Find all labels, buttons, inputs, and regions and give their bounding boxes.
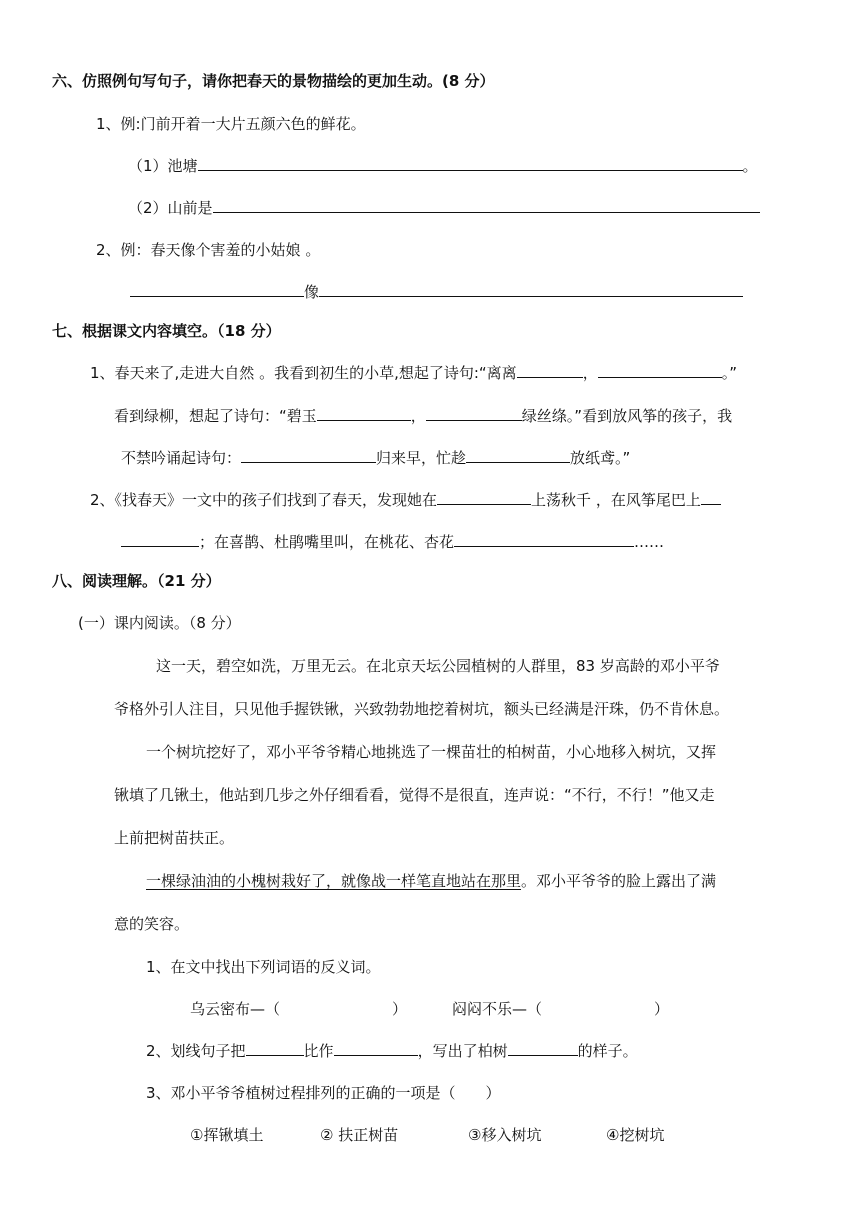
reading-p3-line1: [146, 870, 716, 892]
s8-q2-text3: ，写出了柏树: [417, 1042, 508, 1060]
s6-q1b-blank[interactable]: [213, 197, 760, 213]
s6-q1-example: 1、例:门前开着一大片五颜六色的鲜花。: [96, 115, 366, 133]
s8-q3: 3、邓小平爷爷植树过程排列的正确的一项是（ ）: [146, 1084, 501, 1102]
underlined-sentence: 一棵绿油油的小槐树栽好了，就像战一样笔直地站在那里: [146, 872, 522, 890]
s6-q1a-period: 。: [742, 157, 758, 175]
s6-q2-xiang: 像: [304, 283, 320, 301]
s7-q2-blank1[interactable]: [437, 489, 531, 505]
section8-heading: 八、阅读理解。（21 分）: [52, 572, 221, 590]
s7-q1-blank3[interactable]: [317, 405, 411, 421]
s8-q2-text1: 2、划线句子把: [146, 1042, 246, 1060]
reading-p2-line3: 上前把树苗扶正。: [114, 829, 235, 847]
s7-q1-comma: ，: [582, 364, 598, 382]
s7-q2-blank3[interactable]: [454, 531, 634, 547]
s7-q2-text2: 上荡秋千 ，在风筝尾巴上: [531, 491, 701, 509]
s7-q1-blank2[interactable]: [598, 362, 722, 378]
reading-p3-line2: 意的笑容。: [114, 915, 190, 933]
s7-q2-line2: [121, 531, 664, 553]
s7-q1-text4: 不禁吟诵起诗句：: [121, 449, 242, 467]
s8-q2: [146, 1040, 638, 1062]
s6-q1b-label: （2）山前是: [128, 199, 213, 217]
s8-q3-option3: ③移入树坑: [468, 1126, 542, 1144]
s7-q1-text6: 放纸鸢。”: [570, 449, 631, 467]
s7-q2-text3: ；在喜鹊、杜鹃嘴里叫，在桃花、杏花: [199, 533, 455, 551]
s8-q2-blank3[interactable]: [508, 1040, 578, 1056]
s6-q2-blank1[interactable]: [130, 281, 304, 297]
s7-q1-text3: 绿丝绦。”看到放风筝的孩子，我: [521, 407, 733, 425]
s6-q2-line: [130, 281, 743, 303]
s6-q1a-label: （1）池塘: [128, 157, 198, 175]
s7-q1-blank1[interactable]: [517, 362, 583, 378]
antonym2-close: ）: [654, 1000, 670, 1018]
s7-q1-text5: 归来早，忙趁: [376, 449, 467, 467]
s8-q1: 1、在文中找出下列词语的反义词。: [146, 958, 381, 976]
s8-q3-option2: ② 扶正树苗: [320, 1126, 399, 1144]
reading-p3-rest: 。邓小平爷爷的脸上露出了满: [521, 872, 717, 890]
antonym2-label: 闷闷不乐—（: [452, 1000, 543, 1018]
s8-q2-text2: 比作: [303, 1042, 334, 1060]
s7-q1-text2: 看到绿柳，想起了诗句：“碧玉: [114, 407, 317, 425]
s7-q2-blank2a[interactable]: [701, 489, 721, 505]
s8-q1-word2: [452, 998, 669, 1020]
s8-q1-word1: [190, 998, 407, 1020]
s7-q1-comma2: ，: [410, 407, 426, 425]
s6-q1a-blank[interactable]: [198, 155, 743, 171]
s7-q1-text1: 1、春天来了,走进大自然 。我看到初生的小草,想起了诗句:“离离: [90, 364, 517, 382]
s8-sub-heading: (一）课内阅读。（8 分）: [78, 614, 241, 632]
s8-q2-blank2[interactable]: [334, 1040, 418, 1056]
reading-p2-line1: 一个树坑挖好了，邓小平爷爷精心地挑选了一棵苗壮的柏树苗，小心地移入树坑，又挥: [146, 743, 717, 761]
reading-p2-line2: 锹填了几锹土，他站到几步之外仔细看看，觉得不是很直，连声说：“不行，不行！”他又走: [114, 786, 715, 804]
s8-q2-text4: 的样子。: [577, 1042, 638, 1060]
s6-q2-example: 2、例：春天像个害羞的小姑娘 。: [96, 241, 321, 259]
s8-q2-blank1[interactable]: [246, 1040, 304, 1056]
antonym1-label: 乌云密布—（: [190, 1000, 281, 1018]
reading-p1-line1: 这一天，碧空如洗，万里无云。在北京天坛公园植树的人群里，83 岁高龄的邓小平爷: [156, 657, 720, 675]
s7-q2-ellipsis: ……: [634, 533, 665, 551]
s7-q2-blank2b[interactable]: [121, 531, 199, 547]
s7-q1-blank5[interactable]: [241, 447, 376, 463]
s7-q1-line2: [114, 405, 732, 427]
s7-q1-end: 。”: [721, 364, 737, 382]
s7-q1-blank6[interactable]: [466, 447, 570, 463]
section7-heading: 七、根据课文内容填空。（18 分）: [52, 322, 281, 340]
s6-q1a: [128, 155, 758, 177]
s8-q3-option4: ④挖树坑: [606, 1126, 665, 1144]
s7-q2-line1: [90, 489, 721, 511]
s6-q1b: [128, 197, 760, 219]
s7-q1-blank4[interactable]: [426, 405, 522, 421]
antonym1-close: ）: [392, 1000, 408, 1018]
section6-heading: 六、仿照例句写句子，请你把春天的景物描绘的更加生动。(8 分）: [52, 72, 495, 90]
s7-q1-line3: [121, 447, 630, 469]
s7-q2-text1: 2、《找春天》一文中的孩子们找到了春天，发现她在: [90, 491, 438, 509]
s7-q1-line1: [90, 362, 737, 384]
s6-q2-blank2[interactable]: [319, 281, 743, 297]
reading-p1-line2: 爷格外引人注目，只见他手握铁锹，兴致勃勃地挖着树坑，额头已经满是汗珠，仍不肯休息。: [114, 700, 730, 718]
s8-q3-option1: ①挥锹填土: [190, 1126, 264, 1144]
